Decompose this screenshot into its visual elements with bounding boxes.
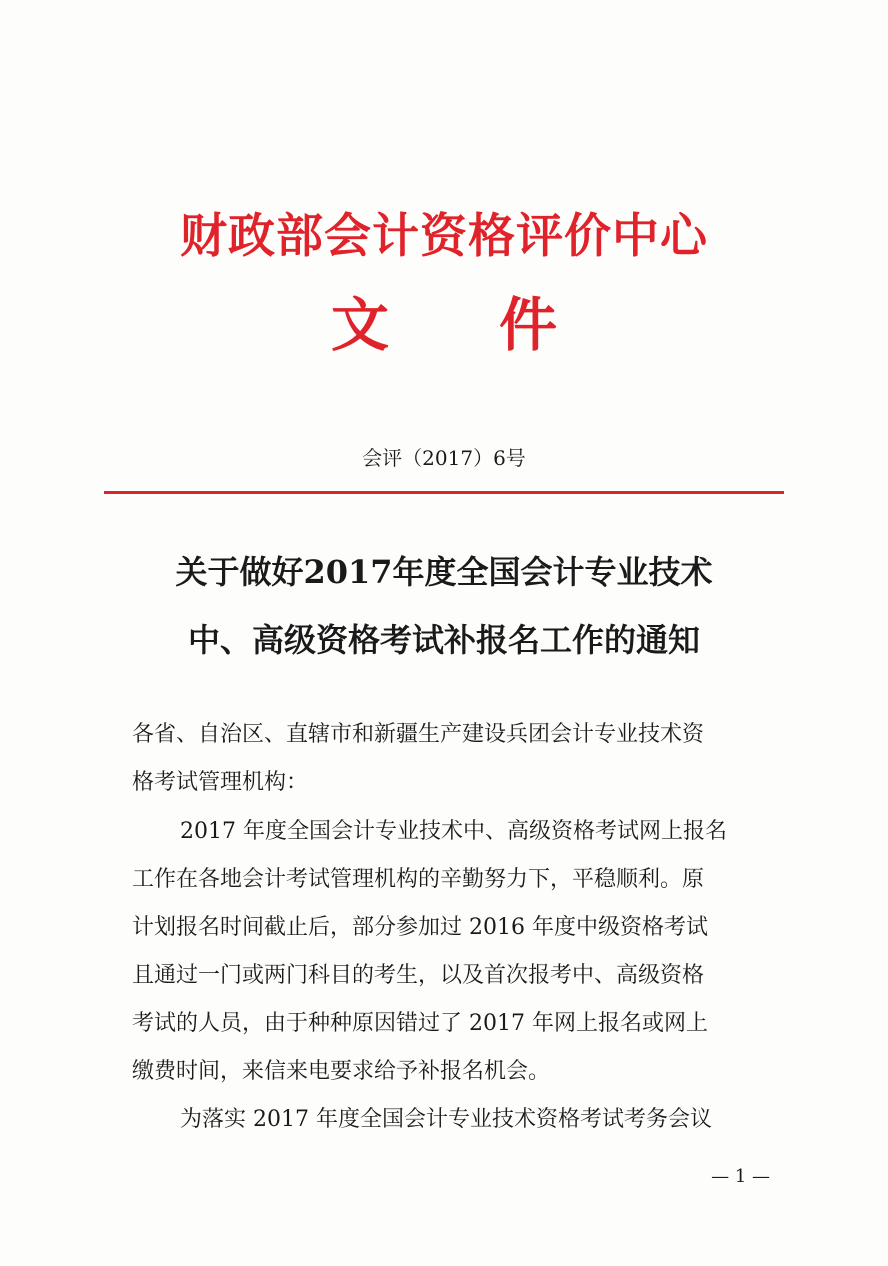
body-line-5: 计划报名时间截止后，部分参加过 2016 年度中级资格考试 <box>132 915 708 940</box>
body-line-1: 各省、自治区、直辖市和新疆生产建设兵团会计专业技术资 <box>132 722 705 747</box>
document-number: 会评（2017）6号 <box>362 446 526 470</box>
page-number: — 1 — <box>711 1166 770 1187</box>
document-label <box>0 290 888 360</box>
title-line-1: 关于做好2017年度全国会计专业技术 <box>175 553 713 591</box>
body-line-4: 工作在各地会计考试管理机构的辛勤努力下，平稳顺利。原 <box>132 867 705 892</box>
document-label-right: 件 <box>499 291 558 359</box>
issuer-heading: 财政部会计资格评价中心 <box>180 209 708 264</box>
body-line-2: 格考试管理机构： <box>132 770 309 795</box>
body-line-9: 为落实 2017 年度全国会计专业技术资格考试考务会议 <box>180 1107 712 1132</box>
body-line-3: 2017 年度全国会计专业技术中、高级资格考试网上报名 <box>180 819 727 844</box>
body-line-7: 考试的人员，由于种种原因错过了 2017 年网上报名或网上 <box>132 1011 708 1036</box>
body-line-8: 缴费时间，来信来电要求给予补报名机会。 <box>132 1059 551 1084</box>
title-line-2: 中、高级资格考试补报名工作的通知 <box>187 621 700 659</box>
body-line-6: 且通过一门或两门科目的考生，以及首次报考中、高级资格 <box>132 963 705 988</box>
red-divider-line <box>104 491 784 494</box>
document-label-left: 文 <box>330 291 389 359</box>
